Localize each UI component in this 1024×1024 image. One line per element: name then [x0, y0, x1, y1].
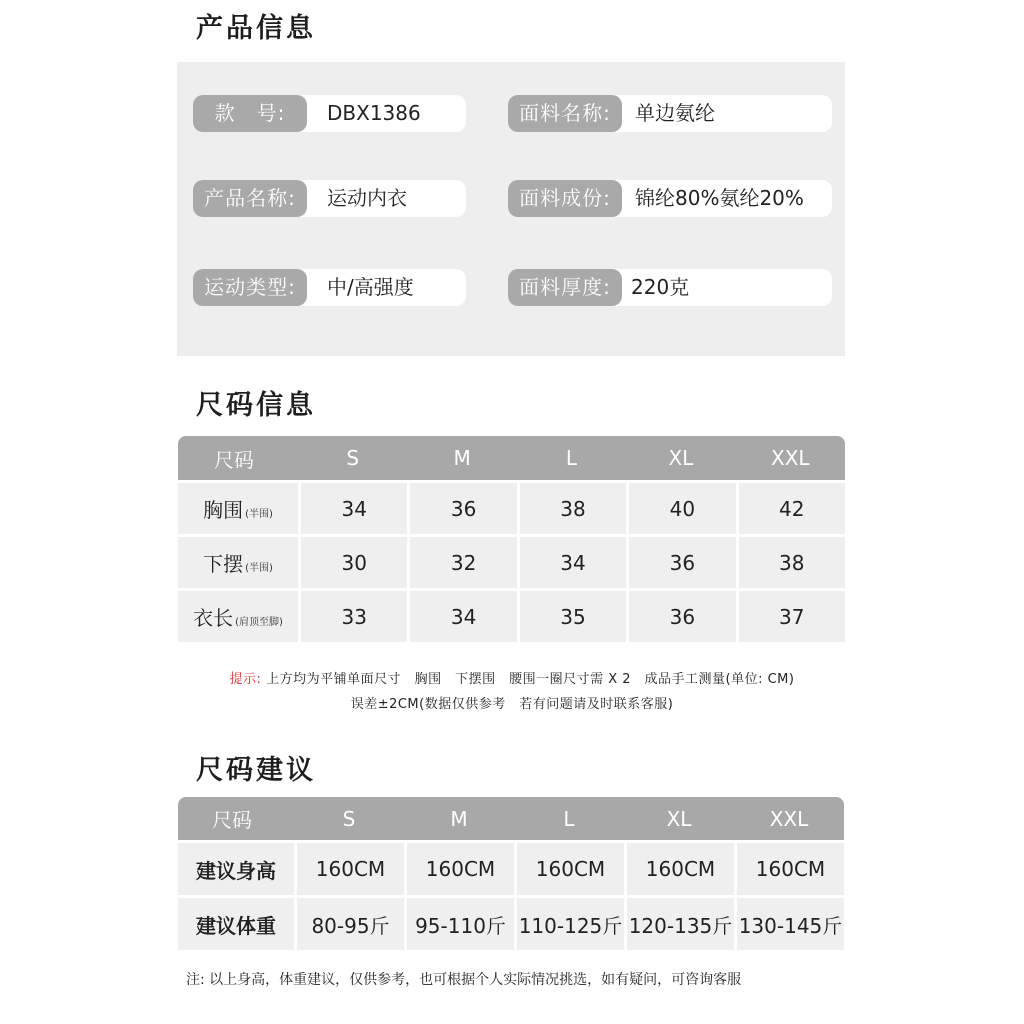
table-cell: 34: [407, 588, 516, 642]
table-cell: 34: [517, 534, 626, 588]
suggest-header-row: [178, 797, 844, 840]
info-label: 产品名称:: [193, 180, 307, 217]
table-cell: 160CM: [404, 840, 514, 895]
header-size-xl: XL: [626, 436, 735, 480]
table-cell: 33: [298, 588, 407, 642]
info-label: 面料厚度:: [508, 269, 622, 306]
tip-line-1: [0, 668, 1024, 687]
table-cell: 130-145斤: [734, 895, 844, 950]
header-size-label: 尺码: [178, 436, 298, 480]
table-row: [178, 840, 844, 895]
info-item-sport-type: [193, 269, 466, 306]
info-value: 单边氨纶: [635, 101, 715, 125]
info-label: 款 号:: [193, 95, 307, 132]
table-cell: 30: [298, 534, 407, 588]
header-size-s: S: [298, 436, 407, 480]
info-item-fabric-name: [508, 95, 832, 132]
row-label-length: [178, 588, 298, 642]
table-cell: 35: [517, 588, 626, 642]
table-cell: 36: [626, 588, 735, 642]
table-cell: 32: [407, 534, 516, 588]
info-item-product-name: [193, 180, 466, 217]
table-cell: 160CM: [294, 840, 404, 895]
table-row: [178, 534, 845, 588]
table-cell: 37: [736, 588, 845, 642]
table-cell: 42: [736, 480, 845, 534]
header-size-xl: XL: [624, 797, 734, 840]
header-size-m: M: [404, 797, 514, 840]
info-label: 运动类型:: [193, 269, 307, 306]
size-header-row: [178, 436, 845, 480]
table-cell: 110-125斤: [514, 895, 624, 950]
size-info-table: [178, 436, 845, 642]
product-info-title: 产品信息: [196, 13, 316, 44]
info-value: 运动内衣: [327, 186, 407, 210]
info-label: 面料名称:: [508, 95, 622, 132]
table-cell: 40: [626, 480, 735, 534]
product-info-panel: [177, 62, 845, 356]
table-cell: 34: [298, 480, 407, 534]
info-item-style-number: [193, 95, 466, 132]
info-label: 面料成份:: [508, 180, 622, 217]
table-cell: 160CM: [734, 840, 844, 895]
header-size-s: S: [294, 797, 404, 840]
size-info-title: 尺码信息: [196, 390, 316, 421]
row-label-note: (半围): [245, 509, 273, 520]
tip-prefix: 提示:: [229, 672, 262, 687]
tip-line-2: 误差±2CM(数据仅供参考 若有问题请及时联系客服): [350, 697, 674, 712]
info-value: DBX1386: [327, 101, 421, 125]
row-label-note: (半围): [245, 563, 273, 574]
row-label-height: 建议身高: [178, 840, 294, 895]
table-row: [178, 588, 845, 642]
row-label-text: 衣长: [193, 606, 234, 630]
row-label-note: (肩顶至脚): [235, 617, 283, 628]
row-label-hem: [178, 534, 298, 588]
table-cell: 95-110斤: [404, 895, 514, 950]
row-label-text: 胸围: [203, 498, 244, 522]
header-size-l: L: [514, 797, 624, 840]
size-suggest-table: [178, 797, 844, 950]
row-label-text: 下摆: [203, 552, 244, 576]
header-size-l: L: [517, 436, 626, 480]
footer-note: 注: 以上身高，体重建议，仅供参考，也可根据个人实际情况挑选，如有疑问，可咨询客服: [186, 972, 742, 988]
header-size-m: M: [407, 436, 516, 480]
table-cell: 160CM: [624, 840, 734, 895]
table-cell: 36: [626, 534, 735, 588]
info-value: 220克: [631, 275, 690, 299]
row-label-chest: [178, 480, 298, 534]
header-size-xxl: XXL: [734, 797, 844, 840]
header-size-xxl: XXL: [736, 436, 845, 480]
header-size-label: 尺码: [178, 797, 294, 840]
info-value: 锦纶80%氨纶20%: [635, 186, 804, 210]
info-item-fabric-thickness: [508, 269, 832, 306]
row-label-weight: 建议体重: [178, 895, 294, 950]
table-cell: 160CM: [514, 840, 624, 895]
table-row: [178, 480, 845, 534]
table-cell: 38: [736, 534, 845, 588]
table-row: [178, 895, 844, 950]
size-suggest-title: 尺码建议: [196, 755, 316, 786]
info-value: 中/高强度: [327, 275, 414, 299]
table-cell: 38: [517, 480, 626, 534]
info-item-fabric-composition: [508, 180, 832, 217]
table-cell: 120-135斤: [624, 895, 734, 950]
table-cell: 36: [407, 480, 516, 534]
tip-text-1: 上方均为平铺单面尺寸 胸围 下摆围 腰围一圈尺寸需 X 2 成品手工测量(单位: CM): [266, 672, 795, 687]
table-cell: 80-95斤: [294, 895, 404, 950]
